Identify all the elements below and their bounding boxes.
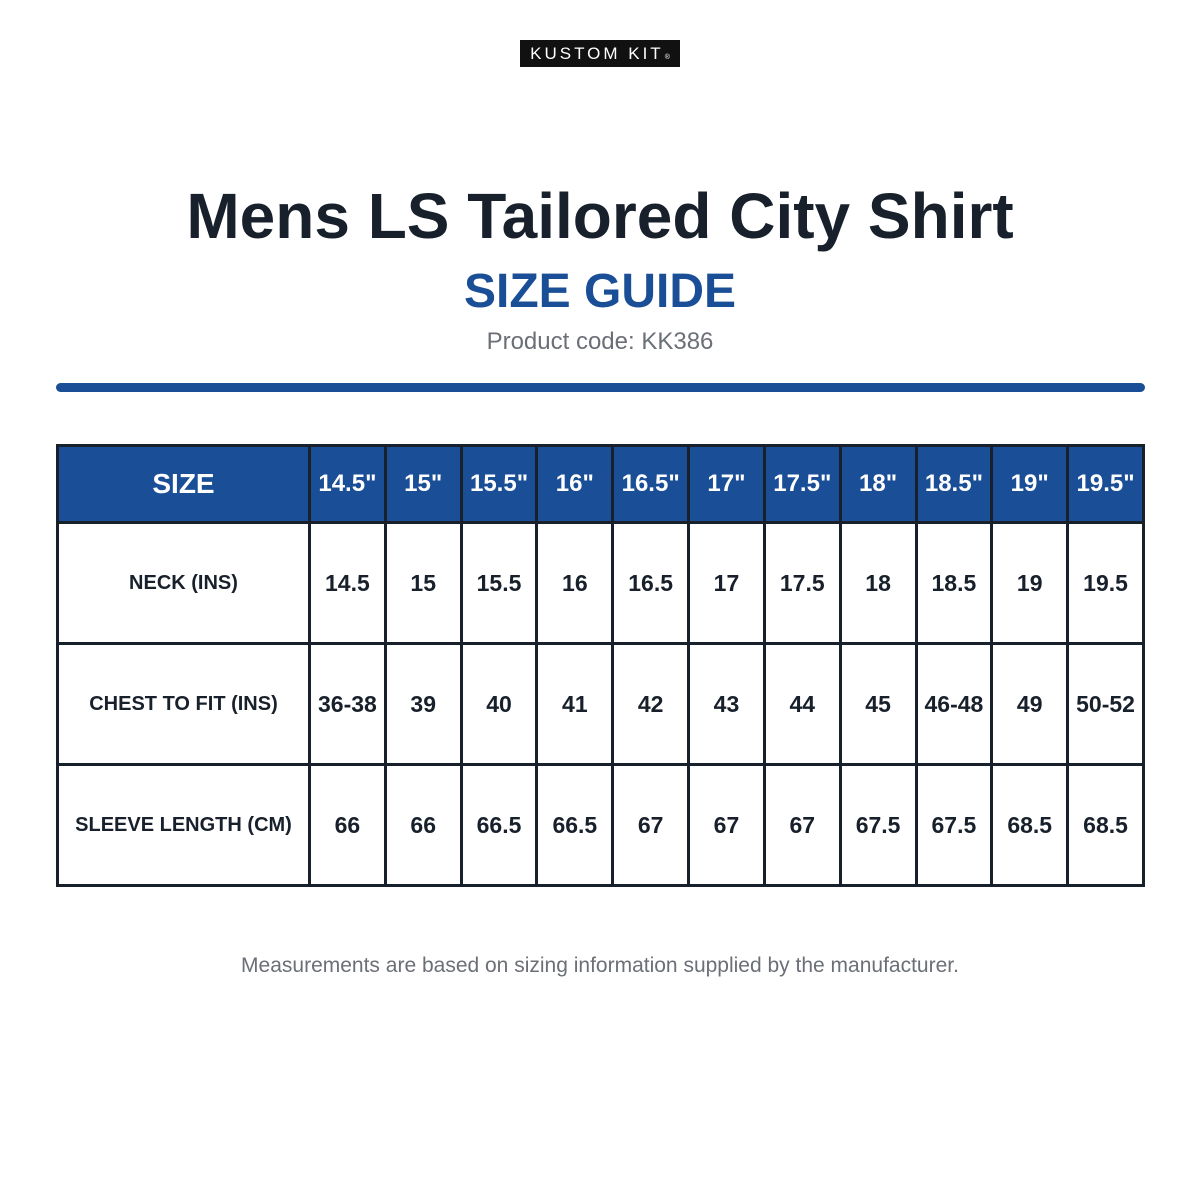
table-cell: 67 (689, 765, 765, 886)
row-label: NECK (INS) (58, 523, 310, 644)
table-cell: 18.5 (916, 523, 992, 644)
table-row (58, 765, 1144, 886)
table-cell: 45 (840, 644, 916, 765)
header-size: 15.5" (461, 446, 537, 523)
row-label: SLEEVE LENGTH (CM) (58, 765, 310, 886)
header-size: 17.5" (764, 446, 840, 523)
header-size: 17" (689, 446, 765, 523)
table-cell: 36-38 (310, 644, 386, 765)
header-size: 19.5" (1068, 446, 1144, 523)
table-cell: 46-48 (916, 644, 992, 765)
table-cell: 14.5 (310, 523, 386, 644)
header-size-label: SIZE (58, 446, 310, 523)
divider (56, 383, 1145, 392)
size-table-body (58, 446, 1144, 886)
table-cell: 49 (992, 644, 1068, 765)
table-cell: 44 (764, 644, 840, 765)
header-size: 15" (385, 446, 461, 523)
table-cell: 67 (613, 765, 689, 886)
table-cell: 17 (689, 523, 765, 644)
table-cell: 50-52 (1068, 644, 1144, 765)
row-label: CHEST TO FIT (INS) (58, 644, 310, 765)
table-cell: 43 (689, 644, 765, 765)
table-cell: 66.5 (461, 765, 537, 886)
table-cell: 18 (840, 523, 916, 644)
table-row (58, 523, 1144, 644)
table-cell: 67.5 (840, 765, 916, 886)
table-cell: 42 (613, 644, 689, 765)
table-cell: 68.5 (992, 765, 1068, 886)
table-cell: 40 (461, 644, 537, 765)
table-cell: 67.5 (916, 765, 992, 886)
table-cell: 19 (992, 523, 1068, 644)
footnote: Measurements are based on sizing information supplied by the manufacturer. (241, 954, 959, 977)
brand-logo (520, 40, 680, 67)
header-size: 16.5" (613, 446, 689, 523)
header-size: 18" (840, 446, 916, 523)
table-cell: 68.5 (1068, 765, 1144, 886)
table-cell: 39 (385, 644, 461, 765)
table-cell: 66.5 (537, 765, 613, 886)
registered-mark: ® (664, 54, 670, 61)
table-cell: 66 (385, 765, 461, 886)
header-size: 14.5" (310, 446, 386, 523)
table-cell: 17.5 (764, 523, 840, 644)
table-cell: 41 (537, 644, 613, 765)
header-size: 19" (992, 446, 1068, 523)
size-table (56, 444, 1145, 887)
table-cell: 66 (310, 765, 386, 886)
table-row (58, 644, 1144, 765)
brand-logo-text: KUSTOM KIT (530, 43, 664, 63)
table-cell: 16 (537, 523, 613, 644)
table-header-row (58, 446, 1144, 523)
header-size: 16" (537, 446, 613, 523)
page-subtitle: SIZE GUIDE (463, 265, 737, 318)
table-cell: 67 (764, 765, 840, 886)
table-cell: 16.5 (613, 523, 689, 644)
table-cell: 19.5 (1068, 523, 1144, 644)
table-cell: 15.5 (461, 523, 537, 644)
table-cell: 15 (385, 523, 461, 644)
product-code: Product code: KK386 (486, 328, 714, 355)
page-title: Mens LS Tailored City Shirt (186, 180, 1014, 252)
header-size: 18.5" (916, 446, 992, 523)
